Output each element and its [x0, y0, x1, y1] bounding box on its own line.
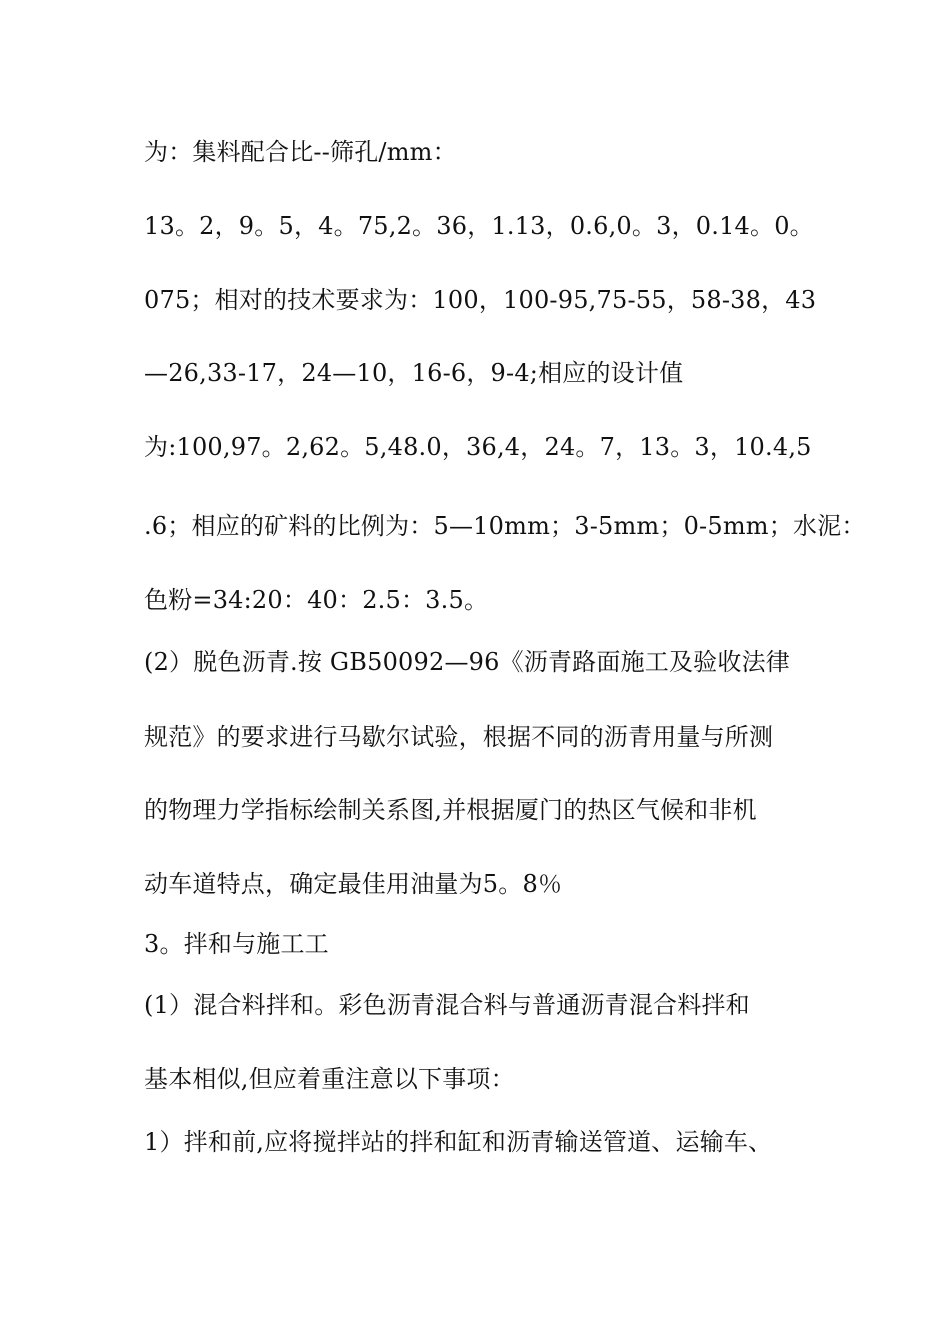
text-line-4: —26,33-17，24—10，16-6，9-4;相应的设计值 [144, 359, 684, 387]
text-line-14: 基本相似,但应着重注意以下事项： [144, 1065, 515, 1093]
text-line-6: .6；相应的矿料的比例为：5—10mm；3-5mm；0-5mm；水泥： [144, 512, 866, 540]
text-line-13: (1）混合料拌和。彩色沥青混合料与普通沥青混合料拌和 [144, 991, 750, 1019]
text-line-9: 规范》的要求进行马歇尔试验，根据不同的沥青用量与所测 [144, 723, 774, 751]
text-line-8: (2）脱色沥青.按 GB50092—96《沥青路面施工及验收法律 [144, 648, 790, 676]
text-line-2: 13。2，9。5，4。75,2。36，1.13，0.6,0。3，0.14。0。 [144, 212, 814, 240]
text-line-5: 为:100,97。2,62。5,48.0，36,4，24。7，13。3，10.4,5 [144, 433, 812, 461]
text-line-11: 动车道特点，确定最佳用油量为5。8％ [144, 870, 563, 898]
text-line-15: 1）拌和前,应将搅拌站的拌和缸和沥青输送管道、运输车、 [144, 1128, 773, 1156]
text-line-12: 3。拌和与施工工 [144, 930, 329, 958]
text-line-7: 色粉=34:20：40：2.5：3.5。 [144, 586, 489, 614]
text-line-3: 075；相对的技术要求为：100，100-95,75-55，58-38，43 [144, 286, 817, 314]
text-line-10: 的物理力学指标绘制关系图,并根据厦门的热区气候和非机 [144, 796, 757, 824]
text-line-1: 为：集料配合比--筛孔/mm： [144, 138, 457, 166]
